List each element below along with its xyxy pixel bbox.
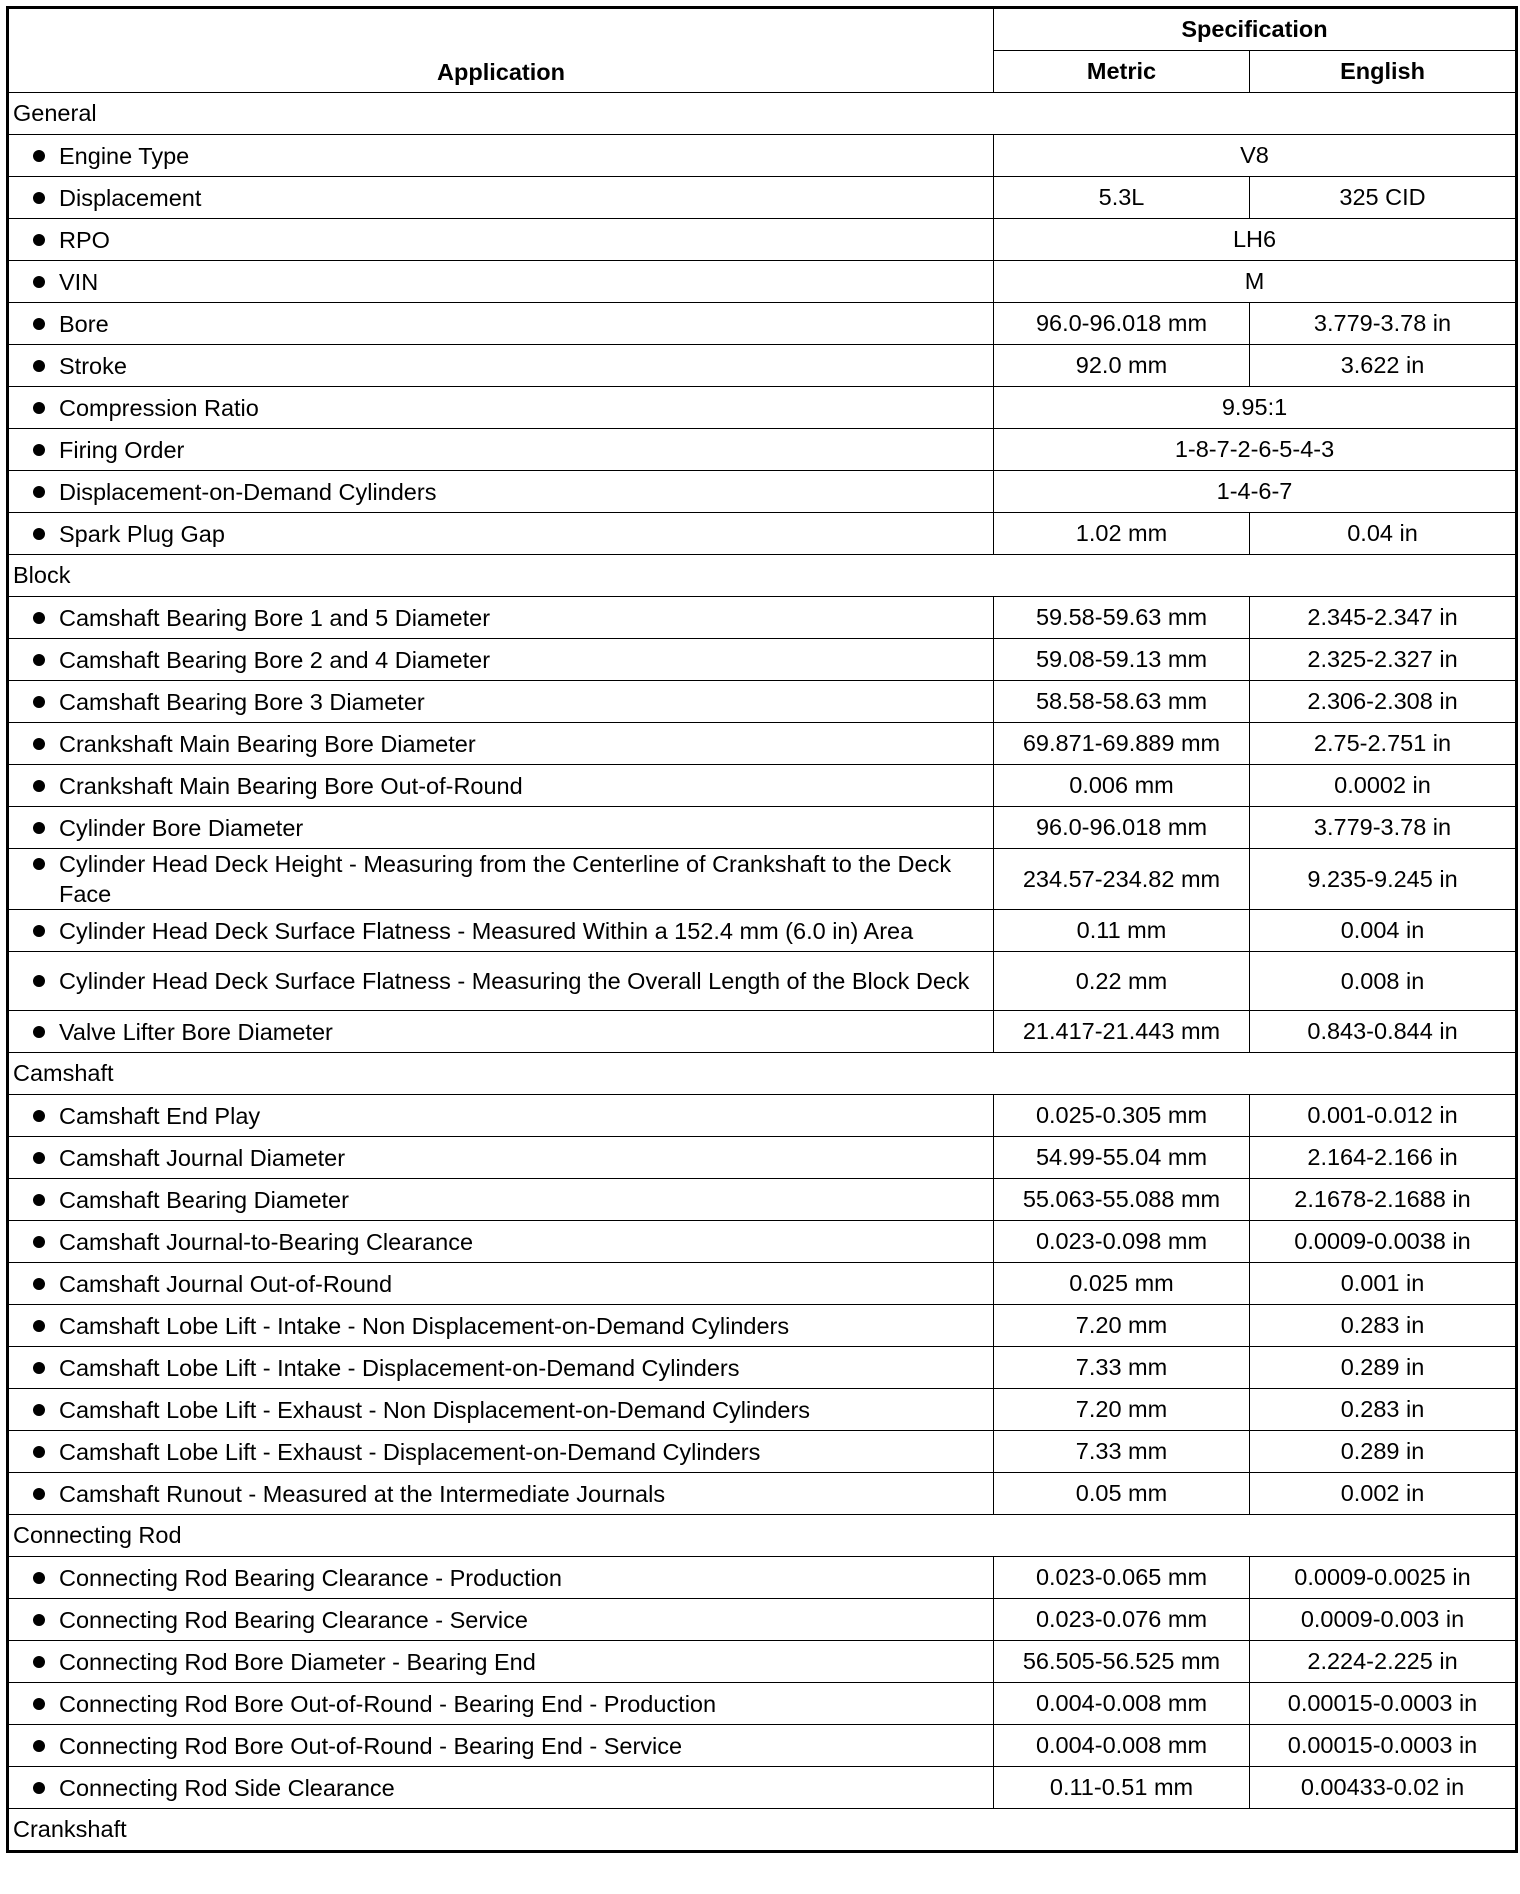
metric-value-cell: 0.023-0.098 mm xyxy=(994,1221,1250,1263)
english-value-cell: 0.283 in xyxy=(1250,1305,1517,1347)
application-label: Cylinder Head Deck Surface Flatness - Measured Within a 152.4 mm (6.0 in) Area xyxy=(59,917,914,944)
application-label: Cylinder Head Deck Surface Flatness - Measuring the Overall Length of the Block Deck xyxy=(59,968,970,994)
application-label: Cylinder Head Deck Height - Measuring from the Centerline of Crankshaft to the Deck Face xyxy=(59,851,952,907)
application-label: Connecting Rod Bore Out-of-Round - Bearing End - Production xyxy=(59,1690,717,1717)
english-value-cell: 0.289 in xyxy=(1250,1347,1517,1389)
table-row xyxy=(8,910,1517,952)
application-cell xyxy=(8,1263,994,1305)
metric-value-cell: 56.505-56.525 mm xyxy=(994,1641,1250,1683)
application-label: Connecting Rod Bore Out-of-Round - Bearing End - Service xyxy=(59,1732,683,1759)
table-row xyxy=(8,513,1517,555)
table-row xyxy=(8,429,1517,471)
bullet-icon xyxy=(33,1614,45,1626)
metric-value-cell: 1.02 mm xyxy=(994,513,1250,555)
metric-value-cell: 59.08-59.13 mm xyxy=(994,639,1250,681)
application-cell xyxy=(8,1431,994,1473)
table-row xyxy=(8,387,1517,429)
application-cell xyxy=(8,723,994,765)
english-value-cell: 0.004 in xyxy=(1250,910,1517,952)
bullet-icon xyxy=(33,1152,45,1164)
table-row xyxy=(8,952,1517,1011)
bullet-icon xyxy=(33,444,45,456)
application-cell xyxy=(8,1683,994,1725)
metric-value-cell: 54.99-55.04 mm xyxy=(994,1137,1250,1179)
bullet-icon xyxy=(33,1656,45,1668)
bullet-icon xyxy=(33,1782,45,1794)
application-label: Connecting Rod Bearing Clearance - Production xyxy=(59,1564,562,1591)
metric-value-cell: 0.05 mm xyxy=(994,1473,1250,1515)
application-label: Camshaft Journal-to-Bearing Clearance xyxy=(59,1228,474,1255)
bullet-icon xyxy=(33,1320,45,1332)
combined-value-cell: V8 xyxy=(994,135,1517,177)
application-cell xyxy=(8,1095,994,1137)
table-row xyxy=(8,177,1517,219)
application-cell xyxy=(8,1557,994,1599)
metric-value-cell: 0.025 mm xyxy=(994,1263,1250,1305)
english-value-cell: 0.002 in xyxy=(1250,1473,1517,1515)
combined-value-cell: 1-8-7-2-6-5-4-3 xyxy=(994,429,1517,471)
section-title: Camshaft xyxy=(8,1053,1517,1095)
section-row xyxy=(8,555,1517,597)
application-cell xyxy=(8,765,994,807)
table-row xyxy=(8,1263,1517,1305)
table-row xyxy=(8,219,1517,261)
table-row xyxy=(8,1683,1517,1725)
application-label: Connecting Rod Bore Diameter - Bearing End xyxy=(59,1648,536,1675)
english-value-cell: 0.0009-0.003 in xyxy=(1250,1599,1517,1641)
application-cell xyxy=(8,1725,994,1767)
table-row xyxy=(8,1641,1517,1683)
bullet-icon xyxy=(33,192,45,204)
english-value-cell: 0.00015-0.0003 in xyxy=(1250,1725,1517,1767)
bullet-icon xyxy=(33,1194,45,1206)
bullet-icon xyxy=(33,858,45,870)
application-cell xyxy=(8,639,994,681)
metric-value-cell: 55.063-55.088 mm xyxy=(994,1179,1250,1221)
application-cell xyxy=(8,135,994,177)
application-label: Camshaft Bearing Bore 2 and 4 Diameter xyxy=(59,646,491,673)
application-label: Connecting Rod Bearing Clearance - Service xyxy=(59,1606,528,1633)
table-row xyxy=(8,849,1517,910)
application-cell xyxy=(8,1767,994,1809)
application-cell xyxy=(8,1389,994,1431)
application-label: VIN xyxy=(59,268,99,295)
application-cell xyxy=(8,952,994,1011)
application-label: Connecting Rod Side Clearance xyxy=(59,1774,395,1801)
bullet-icon xyxy=(33,1446,45,1458)
metric-value-cell: 92.0 mm xyxy=(994,345,1250,387)
table-row xyxy=(8,1095,1517,1137)
application-label: Firing Order xyxy=(59,436,185,463)
application-cell xyxy=(8,1473,994,1515)
application-header: Application xyxy=(8,8,994,93)
metric-value-cell: 21.417-21.443 mm xyxy=(994,1011,1250,1053)
metric-value-cell: 0.025-0.305 mm xyxy=(994,1095,1250,1137)
metric-value-cell: 0.006 mm xyxy=(994,765,1250,807)
application-label: Cylinder Bore Diameter xyxy=(59,814,304,841)
application-label: Camshaft Lobe Lift - Intake - Displacement-on-Demand Cylinders xyxy=(59,1354,740,1381)
bullet-icon xyxy=(33,1404,45,1416)
english-value-cell: 0.008 in xyxy=(1250,952,1517,1011)
bullet-icon xyxy=(33,1362,45,1374)
metric-value-cell: 0.22 mm xyxy=(994,952,1250,1011)
application-label: Displacement xyxy=(59,184,202,211)
table-row xyxy=(8,1305,1517,1347)
application-label: Camshaft Lobe Lift - Intake - Non Displacement-on-Demand Cylinders xyxy=(59,1312,790,1339)
application-cell xyxy=(8,471,994,513)
application-cell xyxy=(8,1641,994,1683)
metric-value-cell: 96.0-96.018 mm xyxy=(994,303,1250,345)
bullet-icon xyxy=(33,1110,45,1122)
application-label: Camshaft Journal Out-of-Round xyxy=(59,1270,393,1297)
section-row xyxy=(8,1053,1517,1095)
table-row xyxy=(8,1557,1517,1599)
table-row xyxy=(8,639,1517,681)
metric-value-cell: 0.11 mm xyxy=(994,910,1250,952)
english-value-cell: 3.779-3.78 in xyxy=(1250,807,1517,849)
application-label: Bore xyxy=(59,310,109,337)
application-cell xyxy=(8,681,994,723)
metric-value-cell: 5.3L xyxy=(994,177,1250,219)
bullet-icon xyxy=(33,822,45,834)
application-label: Camshaft Lobe Lift - Exhaust - Non Displacement-on-Demand Cylinders xyxy=(59,1396,811,1423)
metric-value-cell: 59.58-59.63 mm xyxy=(994,597,1250,639)
metric-value-cell: 69.871-69.889 mm xyxy=(994,723,1250,765)
application-label: Crankshaft Main Bearing Bore Diameter xyxy=(59,730,476,757)
bullet-icon xyxy=(33,925,45,937)
bullet-icon xyxy=(33,318,45,330)
application-cell xyxy=(8,807,994,849)
bullet-icon xyxy=(33,360,45,372)
table-row xyxy=(8,261,1517,303)
bullet-icon xyxy=(33,654,45,666)
english-value-cell: 0.283 in xyxy=(1250,1389,1517,1431)
bullet-icon xyxy=(33,1488,45,1500)
application-label: Displacement-on-Demand Cylinders xyxy=(59,478,437,505)
bullet-icon xyxy=(33,696,45,708)
english-value-cell: 2.345-2.347 in xyxy=(1250,597,1517,639)
metric-value-cell: 0.023-0.065 mm xyxy=(994,1557,1250,1599)
table-row xyxy=(8,471,1517,513)
application-cell xyxy=(8,1011,994,1053)
bullet-icon xyxy=(33,1236,45,1248)
application-label: Compression Ratio xyxy=(59,394,259,421)
table-row xyxy=(8,1179,1517,1221)
bullet-icon xyxy=(33,975,45,987)
english-value-cell: 3.779-3.78 in xyxy=(1250,303,1517,345)
metric-value-cell: 234.57-234.82 mm xyxy=(994,849,1250,910)
application-cell xyxy=(8,597,994,639)
bullet-icon xyxy=(33,234,45,246)
application-cell xyxy=(8,303,994,345)
application-label: Camshaft Bearing Bore 3 Diameter xyxy=(59,688,425,715)
specification-header: Specification xyxy=(994,8,1517,51)
table-row xyxy=(8,1725,1517,1767)
bullet-icon xyxy=(33,1278,45,1290)
table-row xyxy=(8,1389,1517,1431)
application-label: Camshaft Lobe Lift - Exhaust - Displacement-on-Demand Cylinders xyxy=(59,1438,761,1465)
metric-value-cell: 96.0-96.018 mm xyxy=(994,807,1250,849)
bullet-icon xyxy=(33,1026,45,1038)
application-cell xyxy=(8,910,994,952)
english-value-cell: 0.0009-0.0025 in xyxy=(1250,1557,1517,1599)
metric-value-cell: 0.004-0.008 mm xyxy=(994,1725,1250,1767)
table-row xyxy=(8,1431,1517,1473)
table-row xyxy=(8,1767,1517,1809)
bullet-icon xyxy=(33,1698,45,1710)
specification-table xyxy=(6,6,1518,1853)
english-value-cell: 2.75-2.751 in xyxy=(1250,723,1517,765)
bullet-icon xyxy=(33,402,45,414)
metric-value-cell: 0.023-0.076 mm xyxy=(994,1599,1250,1641)
english-value-cell: 0.00433-0.02 in xyxy=(1250,1767,1517,1809)
application-cell xyxy=(8,1347,994,1389)
english-value-cell: 0.04 in xyxy=(1250,513,1517,555)
table-row xyxy=(8,807,1517,849)
bullet-icon xyxy=(33,738,45,750)
application-cell xyxy=(8,1137,994,1179)
english-value-cell: 2.325-2.327 in xyxy=(1250,639,1517,681)
table-row xyxy=(8,1473,1517,1515)
application-label: Camshaft End Play xyxy=(59,1102,261,1129)
table-row xyxy=(8,135,1517,177)
english-value-cell: 325 CID xyxy=(1250,177,1517,219)
combined-value-cell: 1-4-6-7 xyxy=(994,471,1517,513)
metric-value-cell: 58.58-58.63 mm xyxy=(994,681,1250,723)
application-label: RPO xyxy=(59,226,110,253)
application-cell xyxy=(8,387,994,429)
bullet-icon xyxy=(33,486,45,498)
application-cell xyxy=(8,219,994,261)
metric-value-cell: 0.11-0.51 mm xyxy=(994,1767,1250,1809)
english-value-cell: 0.843-0.844 in xyxy=(1250,1011,1517,1053)
table-row xyxy=(8,1137,1517,1179)
bullet-icon xyxy=(33,1740,45,1752)
english-value-cell: 0.0002 in xyxy=(1250,765,1517,807)
english-value-cell: 0.00015-0.0003 in xyxy=(1250,1683,1517,1725)
english-value-cell: 3.622 in xyxy=(1250,345,1517,387)
section-row xyxy=(8,1515,1517,1557)
section-title: General xyxy=(8,93,1517,135)
combined-value-cell: M xyxy=(994,261,1517,303)
section-title: Block xyxy=(8,555,1517,597)
application-cell xyxy=(8,1179,994,1221)
table-row xyxy=(8,345,1517,387)
english-value-cell: 2.164-2.166 in xyxy=(1250,1137,1517,1179)
english-header: English xyxy=(1250,51,1517,93)
application-cell xyxy=(8,1221,994,1263)
bullet-icon xyxy=(33,1572,45,1584)
english-value-cell: 2.306-2.308 in xyxy=(1250,681,1517,723)
specification-body xyxy=(8,93,1517,1852)
application-cell xyxy=(8,849,994,910)
application-label: Camshaft Runout - Measured at the Intermediate Journals xyxy=(59,1480,666,1507)
application-label: Spark Plug Gap xyxy=(59,520,225,547)
application-label: Valve Lifter Bore Diameter xyxy=(59,1018,333,1045)
table-row xyxy=(8,1221,1517,1263)
section-row xyxy=(8,1809,1517,1852)
bullet-icon xyxy=(33,150,45,162)
table-row xyxy=(8,1011,1517,1053)
metric-value-cell: 0.004-0.008 mm xyxy=(994,1683,1250,1725)
english-value-cell: 0.001-0.012 in xyxy=(1250,1095,1517,1137)
metric-value-cell: 7.20 mm xyxy=(994,1305,1250,1347)
combined-value-cell: 9.95:1 xyxy=(994,387,1517,429)
english-value-cell: 9.235-9.245 in xyxy=(1250,849,1517,910)
metric-value-cell: 7.20 mm xyxy=(994,1389,1250,1431)
application-label: Camshaft Bearing Diameter xyxy=(59,1186,349,1213)
english-value-cell: 0.0009-0.0038 in xyxy=(1250,1221,1517,1263)
english-value-cell: 0.289 in xyxy=(1250,1431,1517,1473)
application-cell xyxy=(8,177,994,219)
metric-value-cell: 7.33 mm xyxy=(994,1431,1250,1473)
english-value-cell: 2.224-2.225 in xyxy=(1250,1641,1517,1683)
table-row xyxy=(8,597,1517,639)
application-cell xyxy=(8,261,994,303)
application-cell xyxy=(8,345,994,387)
bullet-icon xyxy=(33,780,45,792)
bullet-icon xyxy=(33,612,45,624)
table-row xyxy=(8,303,1517,345)
english-value-cell: 2.1678-2.1688 in xyxy=(1250,1179,1517,1221)
application-cell xyxy=(8,1305,994,1347)
metric-header: Metric xyxy=(994,51,1250,93)
application-cell xyxy=(8,1599,994,1641)
application-label: Camshaft Bearing Bore 1 and 5 Diameter xyxy=(59,604,491,631)
table-row xyxy=(8,765,1517,807)
application-label: Crankshaft Main Bearing Bore Out-of-Round xyxy=(59,772,523,799)
english-value-cell: 0.001 in xyxy=(1250,1263,1517,1305)
table-row xyxy=(8,723,1517,765)
combined-value-cell: LH6 xyxy=(994,219,1517,261)
metric-value-cell: 7.33 mm xyxy=(994,1347,1250,1389)
application-label: Engine Type xyxy=(59,142,190,169)
section-title: Connecting Rod xyxy=(8,1515,1517,1557)
application-label: Camshaft Journal Diameter xyxy=(59,1144,346,1171)
table-row xyxy=(8,1599,1517,1641)
table-row xyxy=(8,1347,1517,1389)
application-cell xyxy=(8,513,994,555)
bullet-icon xyxy=(33,276,45,288)
table-row xyxy=(8,681,1517,723)
section-row xyxy=(8,93,1517,135)
application-cell xyxy=(8,429,994,471)
application-label: Stroke xyxy=(59,352,127,379)
bullet-icon xyxy=(33,528,45,540)
section-title: Crankshaft xyxy=(8,1809,1517,1852)
